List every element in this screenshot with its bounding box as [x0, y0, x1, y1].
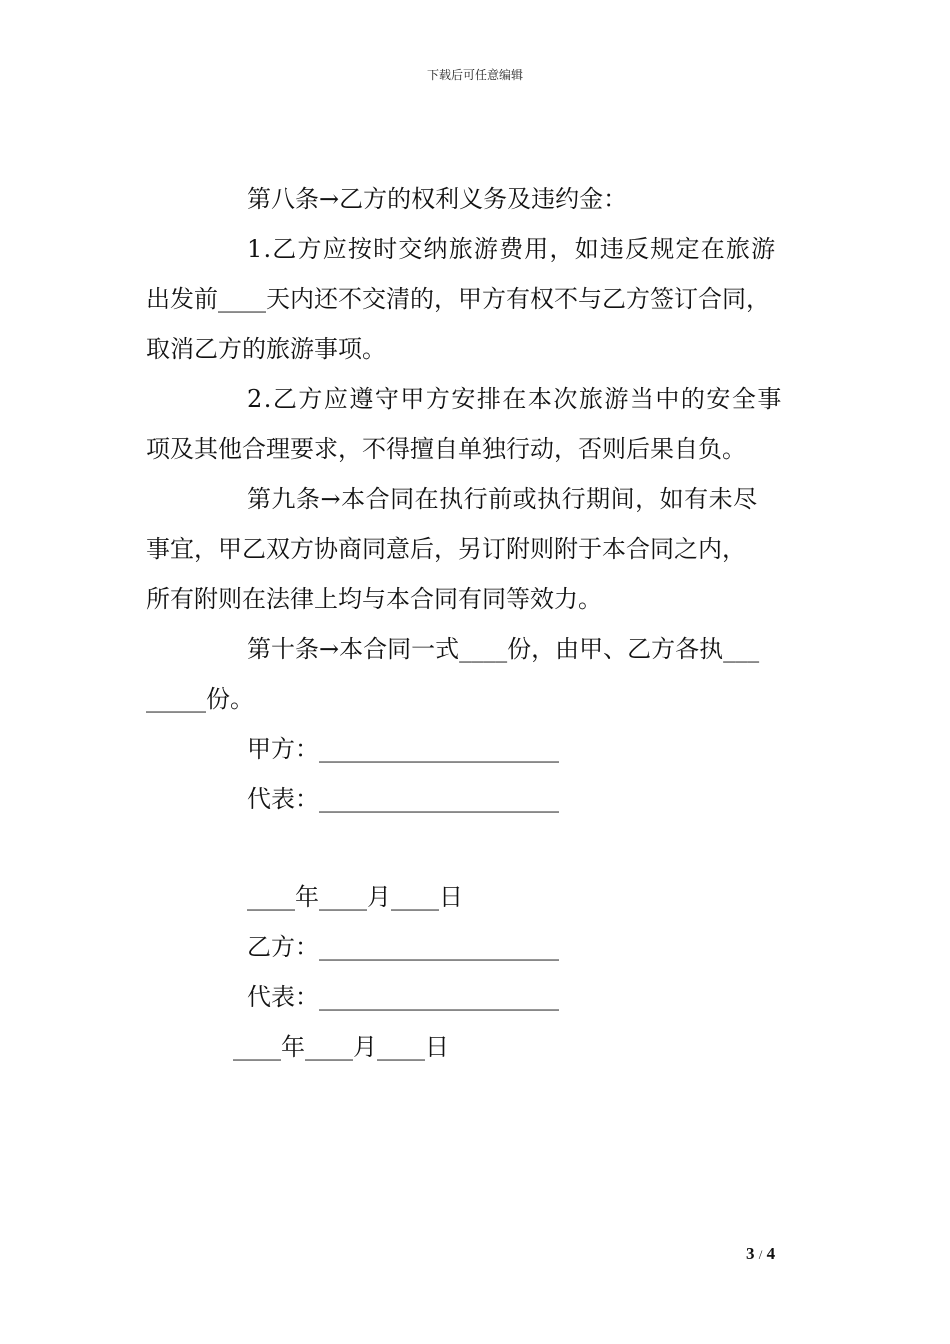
- page-total: 4: [766, 1244, 776, 1263]
- page-number: [746, 1244, 775, 1264]
- party-b-representative: 代表：____________________: [247, 983, 559, 1011]
- article-8-item-1-line-1: 1.乙方应按时交纳旅游费用，如违反规定在旅游: [247, 235, 777, 263]
- party-b-label: 乙方：____________________: [247, 933, 559, 961]
- article-8-item-2-line-2: 项及其他合理要求，不得擅自单独行动，否则后果自负。: [146, 435, 746, 463]
- page-current: 3: [746, 1244, 755, 1263]
- party-b-date: ____年____月____日: [233, 1033, 449, 1061]
- article-9-line-3: 所有附则在法律上均与本合同有同等效力。: [146, 585, 602, 613]
- article-9-line-1: 第九条→本合同在执行前或执行期间，如有未尽: [247, 485, 758, 513]
- article-8-title: 第八条→乙方的权利义务及违约金：: [247, 185, 628, 213]
- article-8-item-2-line-1: 2.乙方应遵守甲方安排在本次旅游当中的安全事: [247, 385, 783, 413]
- article-9-line-2: 事宜，甲乙双方协商同意后，另订附则附于本合同之内，: [146, 535, 746, 563]
- party-a-representative: 代表：____________________: [247, 785, 559, 813]
- article-8-item-1-line-2: 出发前____天内还不交清的，甲方有权不与乙方签订合同，: [146, 285, 770, 313]
- party-a-label: 甲方：____________________: [247, 735, 559, 763]
- party-a-date: ____年____月____日: [247, 883, 463, 911]
- article-10-line-1: 第十条→本合同一式____份，由甲、乙方各执___: [247, 635, 760, 663]
- page-header: 下载后可任意编辑: [426, 68, 523, 82]
- article-8-item-1-line-3: 取消乙方的旅游事项。: [146, 335, 386, 363]
- page-separator: /: [758, 1247, 763, 1262]
- article-10-line-2: _____份。: [146, 685, 254, 713]
